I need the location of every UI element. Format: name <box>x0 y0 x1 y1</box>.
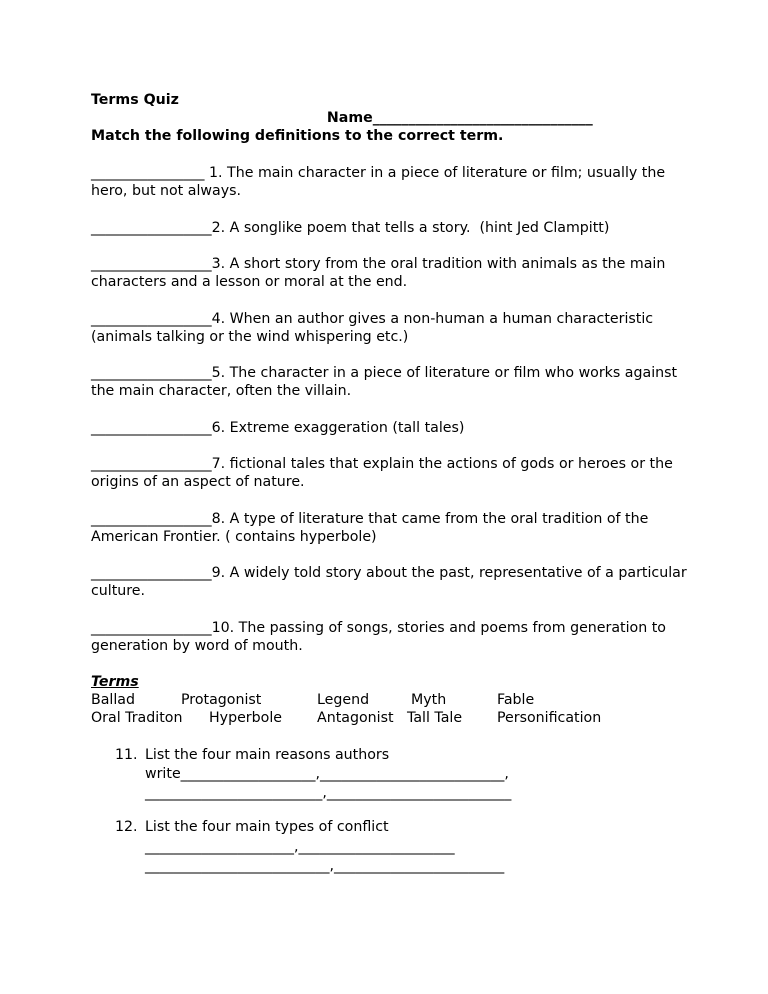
question-line: American Frontier. ( contains hyperbole) <box>91 529 377 545</box>
question-line: _________________2. A songlike poem that tells a story. (hint Jed Clampitt) <box>91 220 610 236</box>
question-line: (animals talking or the wind whispering etc.) <box>91 329 409 345</box>
answer-line[interactable]: _____________________,______________________ <box>145 839 455 855</box>
name-label: Name <box>326 110 373 126</box>
answer-line[interactable]: _________________________,__________________________ <box>145 785 512 801</box>
term: Hyperbole <box>209 710 282 726</box>
answer-line[interactable]: write___________________,__________________________, <box>145 766 509 782</box>
term: Personification <box>497 710 602 726</box>
term: Tall Tale <box>407 710 463 726</box>
question-prompt: List the four main reasons authors <box>145 747 390 763</box>
question-line: _________________10. The passing of songs, stories and poems from generation to <box>91 620 666 636</box>
question-line: _________________8. A type of literature that came from the oral tradition of the <box>91 511 649 527</box>
question-line: _________________6. Extreme exaggeration (tall tales) <box>91 420 465 436</box>
question-line: generation by word of mouth. <box>91 638 303 654</box>
term: Oral Traditon <box>91 710 183 726</box>
question-line: origins of an aspect of nature. <box>91 474 305 490</box>
term: Myth <box>411 692 447 708</box>
question-number: 11. <box>115 747 138 763</box>
question-line: _________________5. The character in a piece of literature or film who works against <box>91 365 678 381</box>
question-line: _________________4. When an author gives a non-human a human characteristic <box>91 311 654 327</box>
instructions: Match the following definitions to the correct term. <box>91 128 504 144</box>
question-line: culture. <box>91 583 146 599</box>
term: Antagonist <box>317 710 394 726</box>
question-line: hero, but not always. <box>91 183 241 199</box>
term: Legend <box>317 692 370 708</box>
question-line: _________________9. A widely told story about the past, representative of a particular <box>91 565 687 581</box>
answer-line[interactable]: __________________________,________________________ <box>145 858 505 874</box>
term: Protagonist <box>181 692 262 708</box>
question-prompt: List the four main types of conflict <box>145 819 389 835</box>
quiz-title: Terms Quiz <box>91 92 179 108</box>
question-number: 12. <box>115 819 138 835</box>
term: Fable <box>497 692 535 708</box>
question-line: _________________3. A short story from the oral tradition with animals as the main <box>91 256 666 272</box>
question-line: the main character, often the villain. <box>91 383 352 399</box>
question-line: ________________ 1. The main character in a piece of literature or film; usually the <box>91 165 666 181</box>
term: Ballad <box>91 692 136 708</box>
name-blank[interactable]: _______________________________ <box>372 110 593 126</box>
question-line: characters and a lesson or moral at the end. <box>91 274 408 290</box>
terms-heading: Terms <box>91 674 139 690</box>
question-line: _________________7. fictional tales that explain the actions of gods or heroes or the <box>91 456 673 472</box>
name-field[interactable] <box>317 91 593 127</box>
